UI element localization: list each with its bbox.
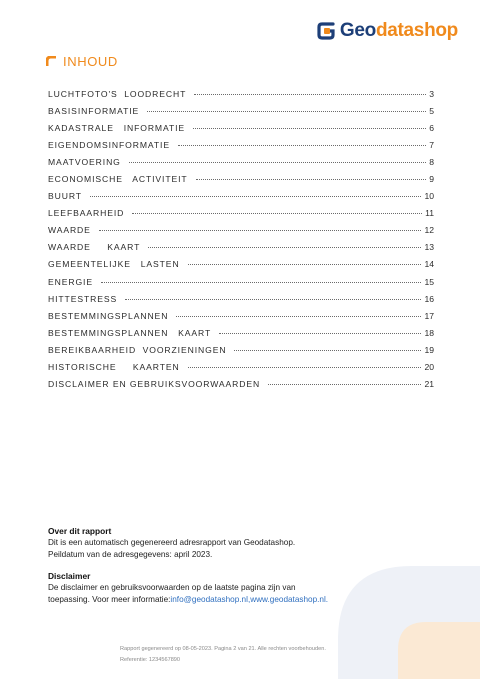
toc-entry-page: 6: [429, 123, 434, 134]
logo-wordmark: [340, 20, 458, 42]
disclaimer-line-1: De disclaimer en gebruiksvoorwaarden op de laatste pagina zijn van: [48, 582, 296, 592]
toc-dot-leader: [188, 367, 422, 368]
logo-word-datashop: datashop: [375, 20, 458, 41]
toc-entry[interactable]: [48, 191, 434, 208]
toc-entry[interactable]: [48, 157, 434, 174]
toc-dot-leader: [129, 162, 426, 163]
toc-entry-page: 8: [429, 157, 434, 168]
toc-dot-leader: [90, 196, 421, 197]
toc-entry[interactable]: [48, 89, 434, 106]
geodatashop-logo: [316, 20, 458, 42]
toc-entry[interactable]: [48, 208, 434, 225]
report-info: [48, 525, 428, 606]
toc-entry[interactable]: [48, 345, 434, 362]
toc-entry-page: 15: [424, 276, 434, 287]
toc-entry-title: LUCHTFOTO'S LOODRECHT: [48, 89, 187, 99]
toc-dot-leader: [101, 282, 421, 283]
geodatashop-logo-icon: [316, 21, 336, 41]
toc-entry-title: BESTEMMINGSPLANNEN KAART: [48, 327, 212, 338]
toc-entry-page: 13: [424, 242, 434, 253]
toc-entry-page: 12: [424, 225, 434, 236]
toc-dot-leader: [132, 213, 422, 214]
orange-corner-icon: [46, 56, 57, 67]
toc-entry-title: BASISINFORMATIE: [48, 106, 140, 117]
toc-entry[interactable]: [48, 277, 434, 294]
email-link[interactable]: info@geodatashop.nl: [170, 595, 248, 605]
about-line-2: Peildatum van de adresgegevens: april 2023.: [48, 550, 213, 560]
toc-entry[interactable]: [48, 123, 434, 140]
toc-entry[interactable]: [48, 259, 434, 276]
toc-entry-title: WAARDE KAART: [48, 242, 141, 253]
toc-entry-title: WAARDE: [48, 225, 91, 236]
toc-entry-title: DISCLAIMER EN GEBRUIKSVOORWAARDEN: [48, 378, 261, 389]
toc-dot-leader: [196, 179, 427, 180]
toc-entry-title: BEREIKBAARHEID VOORZIENINGEN: [48, 344, 227, 355]
toc-entry-page: 5: [429, 106, 434, 117]
toc-entry[interactable]: [48, 140, 434, 157]
toc-entry-title: BUURT: [48, 191, 82, 202]
toc-dot-leader: [125, 299, 421, 300]
toc-entry[interactable]: [48, 106, 434, 123]
toc-heading: [46, 54, 118, 69]
toc-entry-page: 10: [424, 191, 434, 202]
toc-dot-leader: [99, 230, 422, 231]
logo-word-geo: Geo: [339, 20, 376, 41]
toc-entry[interactable]: [48, 294, 434, 311]
toc-entry[interactable]: [48, 362, 434, 379]
toc-entry[interactable]: [48, 311, 434, 328]
toc-entry[interactable]: [48, 328, 434, 345]
footer-line-1: Rapport gegenereerd op 08-05-2023. Pagina 2 van 21. Alle rechten voorbehouden.: [120, 646, 326, 652]
toc-entry-page: 7: [429, 140, 434, 151]
toc-entry-title: HISTORISCHE KAARTEN: [48, 361, 180, 372]
toc-entry-page: 19: [424, 344, 434, 355]
disclaimer-line-2-text: toepassing. Voor meer informatie:: [48, 595, 171, 605]
toc-entry[interactable]: [48, 225, 434, 242]
toc-dot-leader: [147, 111, 426, 112]
toc-entry-page: 16: [424, 293, 434, 304]
toc-entry[interactable]: [48, 379, 434, 396]
toc-entry-title: BESTEMMINGSPLANNEN: [48, 310, 169, 321]
toc-entry-page: 14: [424, 259, 434, 270]
website-link[interactable]: www.geodatashop.nl: [250, 595, 326, 605]
link-separator: ,: [247, 595, 251, 605]
disclaimer-line-2: [48, 594, 428, 606]
toc-entry-page: 18: [424, 327, 434, 338]
footer-reference: Referentie: 1234567890: [120, 656, 181, 663]
toc-entry-page: 9: [429, 174, 434, 185]
toc-entry-title: MAATVOERING: [48, 157, 121, 168]
toc-dot-leader: [219, 333, 421, 334]
toc-dot-leader: [194, 94, 426, 95]
toc-entry[interactable]: [48, 174, 434, 191]
disclaimer-heading: Disclaimer: [48, 570, 91, 581]
toc-entry-title: KADASTRALE INFORMATIE: [48, 123, 186, 134]
toc-dot-leader: [176, 316, 421, 317]
toc-dot-leader: [193, 128, 426, 129]
link-suffix: .: [325, 595, 329, 605]
toc-entry[interactable]: [48, 242, 434, 259]
toc-dot-leader: [148, 247, 421, 248]
toc-dot-leader: [178, 145, 426, 146]
toc-entry-page: 3: [429, 89, 434, 99]
toc-dot-leader: [268, 384, 421, 385]
toc-dot-leader: [234, 350, 421, 351]
toc-entry-page: 20: [424, 361, 434, 372]
toc-entry-page: 11: [425, 208, 434, 219]
about-heading: Over dit rapport: [48, 526, 112, 536]
toc-entry-title: LEEFBAARHEID: [48, 208, 125, 219]
toc-entry-page: 17: [424, 310, 434, 321]
table-of-contents: [48, 89, 434, 396]
about-line-1: Dit is een automatisch gegenereerd adresrapport van Geodatashop.: [48, 538, 296, 548]
toc-entry-title: ECONOMISCHE ACTIVITEIT: [48, 174, 188, 185]
toc-entry-title: GEMEENTELIJKE LASTEN: [48, 259, 180, 270]
toc-entry-title: ENERGIE: [48, 276, 93, 287]
toc-dot-leader: [188, 264, 422, 265]
toc-entry-title: EIGENDOMSINFORMATIE: [48, 140, 170, 151]
toc-entry-title: HITTESTRESS: [48, 293, 118, 304]
page-footer: [120, 644, 326, 665]
toc-heading-text: INHOUD: [63, 54, 118, 69]
toc-entry-page: 21: [424, 378, 434, 389]
